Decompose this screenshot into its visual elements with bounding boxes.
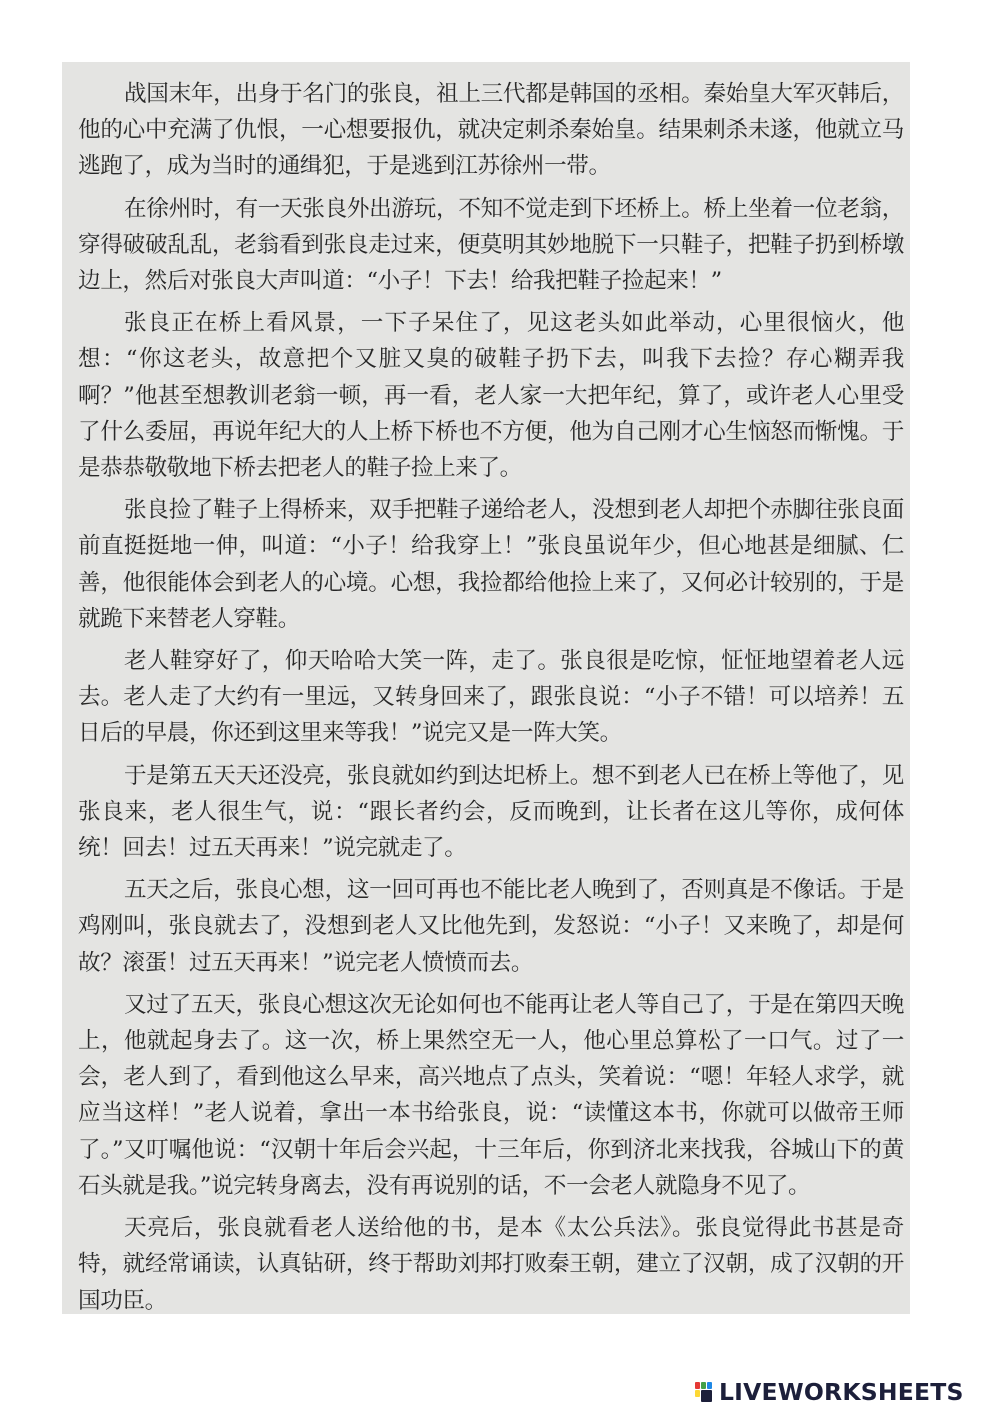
paragraph-1 [78,76,904,185]
paragraph-5 [78,643,904,752]
paragraph-8 [78,987,904,1204]
paragraph-5-text: 老人鞋穿好了，仰天哈哈大笑一阵，走了。张良很是吃惊，怔怔地望着老人远去。老人走了大约有一里远，又转身回来了，跟张良说：“小子不错！可以培养！五日后的早晨，你还到这里来等我！”说完又是一阵大笑。 [78,648,904,747]
paragraph-6 [78,758,904,867]
article-body [78,76,904,1314]
paragraph-4 [78,492,904,637]
paragraph-1-text: 战国末年，出身于名门的张良，祖上三代都是韩国的丞相。秦始皇大军灭韩后，他的心中充满了仇恨，一心想要报仇，就决定刺杀秦始皇。结果刺杀未遂，他就立马逃跑了，成为当时的通缉犯，于是逃到江苏徐州一带。 [78,81,904,180]
paragraph-2-text: 在徐州时，有一天张良外出游玩，不知不觉走到下坯桥上。桥上坐着一位老翁，穿得破破乱乱，老翁看到张良走过来，便莫明其妙地脱下一只鞋子，把鞋子扔到桥墩边上，然后对张良大声叫道：“小子！下去！给我把鞋子捡起来！” [78,195,904,295]
paragraph-9-text: 天亮后，张良就看老人送给他的书，是本《太公兵法》。张良觉得此书甚是奇特，就经常诵读，认真钻研，终于帮助刘邦打败秦王朝，建立了汉朝，成了汉朝的开国功臣。 [78,1215,904,1314]
paragraph-3-text: 张良正在桥上看风景，一下子呆住了，见这老头如此举动，心里很恼火，他想：“你这老头，故意把个又脏又臭的破鞋子扔下去，叫我下去捡？存心糊弄我啊？”他甚至想教训老翁一顿，再一看，老人家一大把年纪，算了，或许老人心里受了什么委屈，再说年纪大的人上桥下桥也不方便，他为自己刚才心生恼怒而惭愧。于是恭恭敬敬地下桥去把老人的鞋子捡上来了。 [78,310,904,482]
paragraph-2 [78,191,904,300]
paragraph-6-text: 于是第五天天还没亮，张良就如约到达圯桥上。想不到老人已在桥上等他了，见张良来，老人很生气，说：“跟长者约会，反而晚到，让长者在这儿等你，成何体统！回去！过五天再来！”说完就走了。 [78,762,904,862]
paragraph-8-text: 又过了五天，张良心想这次无论如何也不能再让老人等自己了，于是在第四天晚上，他就起身去了。这一次，桥上果然空无一人，他心里总算松了一口气。过了一会，老人到了，看到他这么早来，高兴地点了点头，笑着说：“嗯！年轻人求学，就应当这样！”老人说着，拿出一本书给张良，说：“读懂这本书，你就可以做帝王师了。”又叮嘱他说：“汉朝十年后会兴起，十三年后，你到济北来找我，谷城山下的黄石头就是我。”说完转身离去，没有再说别的话，不一会老人就隐身不见了。 [78,991,904,1199]
paragraph-4-text: 张良捡了鞋子上得桥来，双手把鞋子递给老人，没想到老人却把个赤脚往张良面前直挺挺地一伸，叫道：“小子！给我穿上！”张良虽说年少，但心地甚是细腻、仁善，他很能体会到老人的心境。心想，我捡都给他捡上来了，又何必计较别的，于是就跪下来替老人穿鞋。 [78,497,904,632]
liveworksheets-logo[interactable] [694,1376,964,1408]
scanned-page [62,62,910,1314]
paragraph-7 [78,872,904,981]
paragraph-3 [78,305,904,486]
liveworksheets-logo-text: LIVEWORKSHEETS [719,1378,964,1406]
liveworksheets-logo-icon [694,1379,716,1405]
paragraph-9 [78,1210,904,1314]
paragraph-7-text: 五天之后，张良心想，这一回可再也不能比老人晚到了，否则真是不像话。于是鸡刚叫，张良就去了，没想到老人又比他先到，发怒说：“小子！又来晚了，却是何故？滚蛋！过五天再来！”说完老人愤愤而去。 [78,877,904,976]
